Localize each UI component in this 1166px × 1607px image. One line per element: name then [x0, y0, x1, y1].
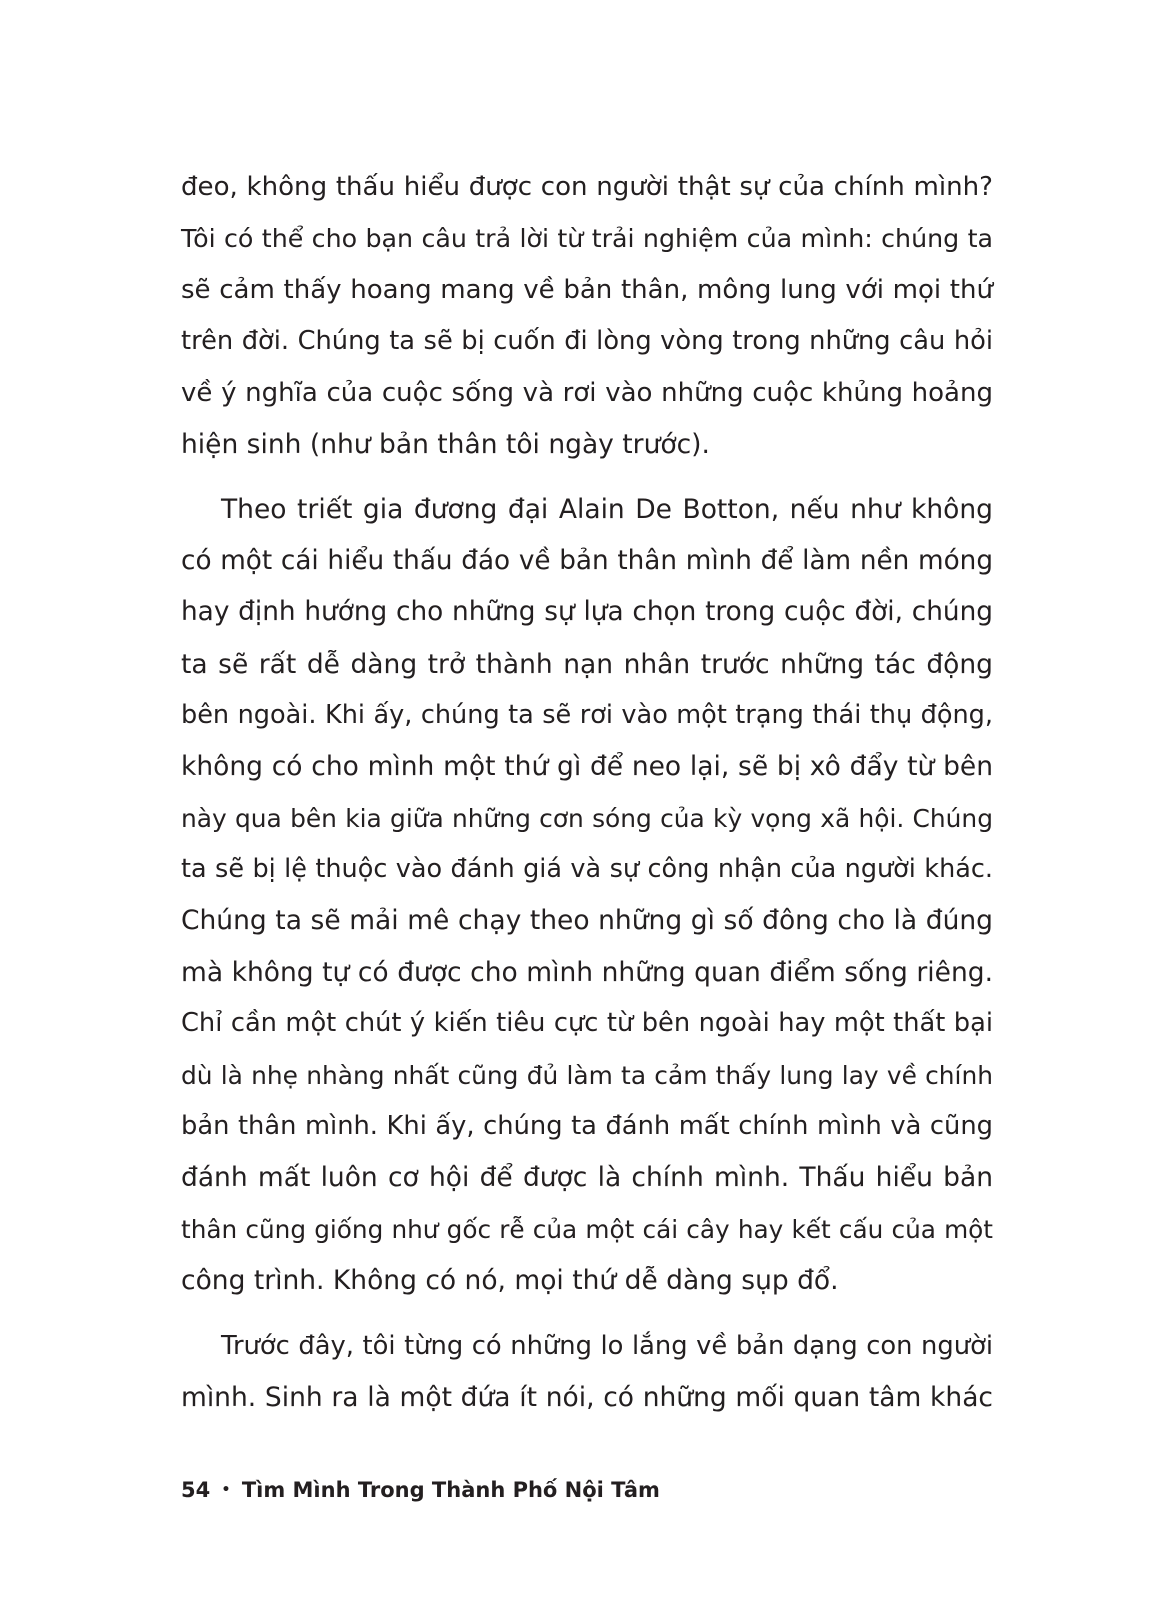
text-line: hay định hướng cho những sự lựa chọn trong cuộc đời, chúng: [181, 597, 993, 628]
text-line: Chỉ cần một chút ý kiến tiêu cực từ bên ngoài hay một thất bại: [181, 1008, 993, 1039]
text-line: có một cái hiểu thấu đáo về bản thân mình để làm nền móng: [181, 545, 993, 576]
text-line: Trước đây, tôi từng có những lo lắng về bản dạng con người: [221, 1330, 993, 1361]
text-line: sẽ cảm thấy hoang mang về bản thân, mông lung với mọi thứ: [181, 274, 993, 305]
text-line: Tôi có thể cho bạn câu trả lời từ trải nghiệm của mình: chúng ta: [181, 224, 993, 254]
text-line: Theo triết gia đương đại Alain De Botton, nếu như không: [221, 494, 993, 526]
text-line: này qua bên kia giữa những cơn sóng của kỳ vọng xã hội. Chúng: [181, 803, 993, 833]
text-line: bên ngoài. Khi ấy, chúng ta sẽ rơi vào một trạng thái thụ động,: [181, 699, 993, 730]
text-line: ta sẽ bị lệ thuộc vào đánh giá và sự công nhận của người khác.: [181, 854, 993, 885]
text-line: không có cho mình một thứ gì để neo lại, sẽ bị xô đẩy từ bên: [181, 751, 993, 783]
text-line: ta sẽ rất dễ dàng trở thành nạn nhân trước những tác động: [181, 648, 993, 680]
page-footer: [181, 1478, 660, 1502]
paragraph-1: [181, 162, 993, 470]
text-line: mình. Sinh ra là một đứa ít nói, có những mối quan tâm khác: [181, 1381, 993, 1413]
body-text: [181, 162, 993, 1423]
text-line: hiện sinh (như bản thân tôi ngày trước).: [181, 428, 710, 460]
paragraph-2: [181, 484, 993, 1306]
text-line: trên đời. Chúng ta sẽ bị cuốn đi lòng vòng trong những câu hỏi: [181, 326, 993, 357]
text-line: công trình. Không có nó, mọi thứ dễ dàng sụp đổ.: [181, 1265, 839, 1297]
text-line: đánh mất luôn cơ hội để được là chính mình. Thấu hiểu bản: [181, 1162, 993, 1194]
footer-separator: •: [221, 1482, 231, 1498]
book-title: Tìm Mình Trong Thành Phố Nội Tâm: [241, 1478, 660, 1502]
text-line: mà không tự có được cho mình những quan điểm sống riêng.: [181, 956, 993, 988]
text-line: thân cũng giống như gốc rễ của một cái cây hay kết cấu của một: [181, 1214, 993, 1244]
text-line: Chúng ta sẽ mải mê chạy theo những gì số đông cho là đúng: [181, 905, 993, 937]
text-line: bản thân mình. Khi ấy, chúng ta đánh mất chính mình và cũng: [181, 1111, 993, 1142]
text-line: về ý nghĩa của cuộc sống và rơi vào những cuộc khủng hoảng: [181, 377, 993, 408]
text-line: đeo, không thấu hiểu được con người thật sự của chính mình?: [181, 172, 993, 202]
text-line: dù là nhẹ nhàng nhất cũng đủ làm ta cảm thấy lung lay về chính: [181, 1060, 993, 1090]
paragraph-3: [181, 1321, 993, 1424]
page-number: 54: [181, 1478, 211, 1502]
